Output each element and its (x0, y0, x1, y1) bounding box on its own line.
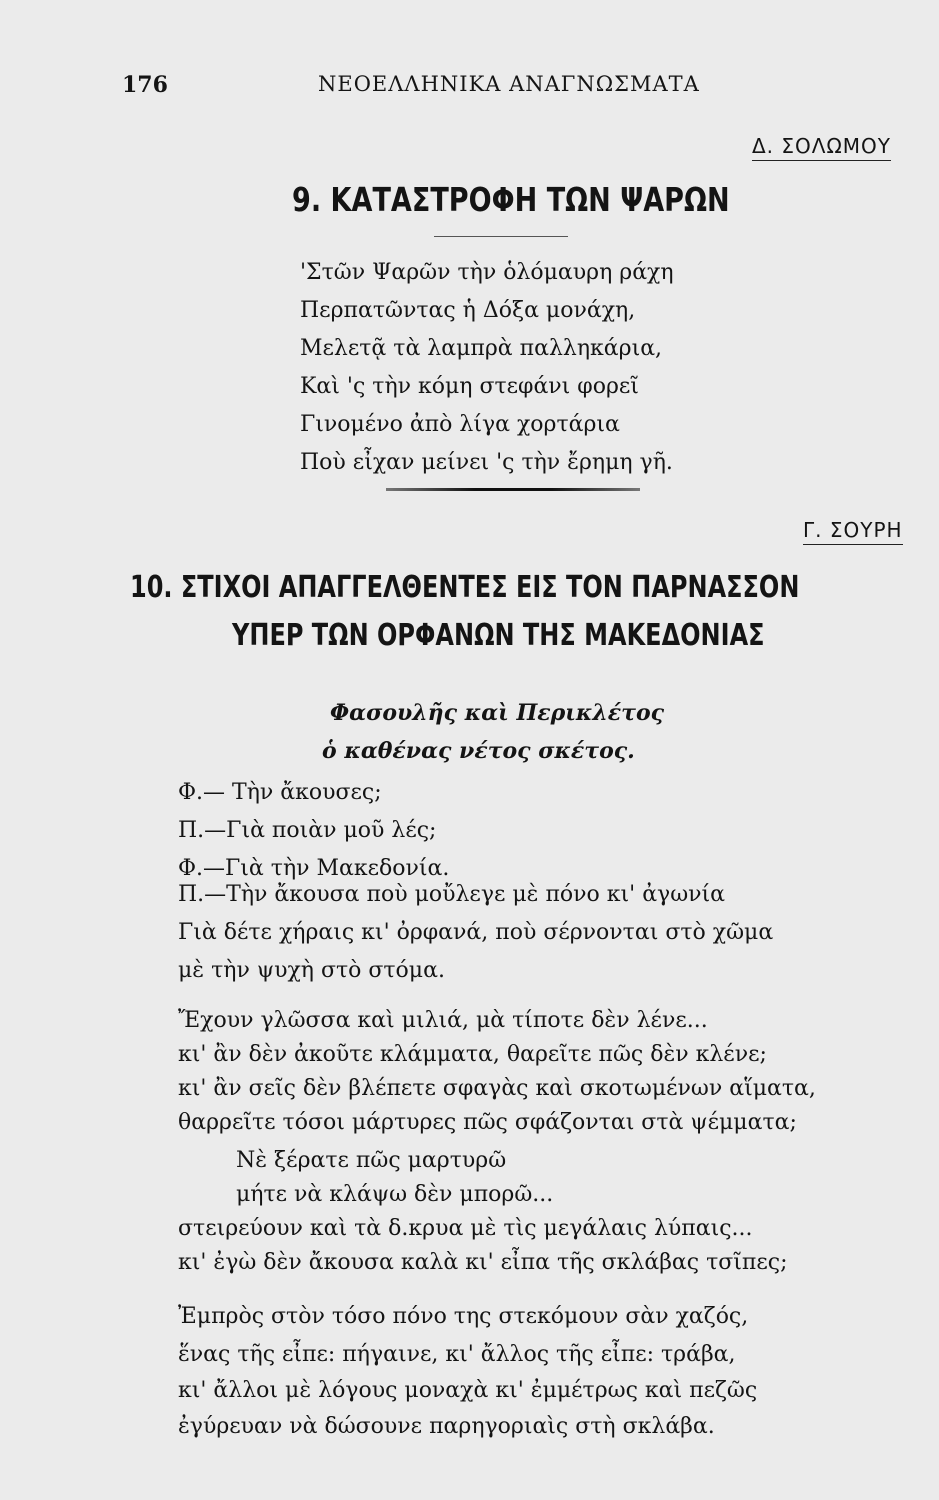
page-number: 176 (122, 72, 168, 98)
verse-line: Νὲ ξέρατε πῶς μαρτυρῶ (236, 1148, 507, 1173)
verse-line: Φ.— Τὴν ἄκουσες; (178, 780, 382, 805)
title-divider (434, 236, 568, 237)
verse-line: κι' ἂν δὲν ἀκοῦτε κλάμματα, θαρεῖτε πῶς δὲν κλένε; (178, 1042, 767, 1067)
verse-line: Ἔχουν γλῶσσα καὶ μιλιά, μὰ τίποτε δὲν λένε... (178, 1008, 708, 1033)
verse-line: Καὶ 'ς τὴν κόμη στεφάνι φορεῖ (300, 374, 639, 399)
verse-line: μήτε νὰ κλάψω δὲν μπορῶ... (236, 1182, 554, 1207)
verse-line: Γιὰ δέτε χήραις κι' ὀρφανά, ποὺ σέρνονται στὸ χῶμα (178, 920, 774, 945)
verse-line: κι' ἂν σεῖς δὲν βλέπετε σφαγὰς καὶ σκοτωμένων αἵματα, (178, 1076, 816, 1101)
verse-line: μὲ τὴν ψυχὴ στὸ στόμα. (178, 958, 445, 983)
poem-title-10-line2: ΥΠΕΡ ΤΩΝ ΟΡΦΑΝΩΝ ΤΗΣ ΜΑΚΕΔΟΝΙΑΣ (232, 618, 765, 653)
poem-subtitle: ὁ καθένας νέτος σκέτος. (322, 738, 635, 764)
verse-line: Μελετᾷ τὰ λαμπρὰ παλληκάρια, (300, 336, 663, 361)
poem-title-9: 9. ΚΑΤΑΣΤΡΟΦΗ ΤΩΝ ΨΑΡΩΝ (292, 180, 730, 219)
verse-line: ἐγύρευαν νὰ δώσουνε παρηγοριαὶς στὴ σκλάβα. (178, 1414, 715, 1439)
author-solomos: Δ. ΣΟΛΩΜΟΥ (752, 134, 891, 161)
verse-line: Φ.—Γιὰ τὴν Μακεδονία. (178, 856, 450, 881)
verse-line: Ἐμπρὸς στὸν τόσο πόνο της στεκόμουν σὰν χαζός, (178, 1304, 749, 1329)
poem-title-10: 10. ΣΤΙΧΟΙ ΑΠΑΓΓΕΛΘΕΝΤΕΣ ΕΙΣ ΤΟΝ ΠΑΡΝΑΣΣΟΝ (130, 570, 800, 605)
verse-line: 'Στῶν Ψαρῶν τὴν ὁλόμαυρη ράχη (300, 260, 674, 285)
verse-line: θαρρεῖτε τόσοι μάρτυρες πῶς σφάζονται στὰ ψέμματα; (178, 1110, 797, 1135)
verse-line: κι' ἐγὼ δὲν ἄκουσα καλὰ κι' εἶπα τῆς σκλάβας τσῖπες; (178, 1250, 788, 1275)
verse-line: ἕνας τῆς εἶπε: πήγαινε, κι' ἄλλος τῆς εἶπε: τράβα, (178, 1342, 736, 1367)
author-souris: Γ. ΣΟΥΡΗ (803, 518, 903, 545)
verse-line: κι' ἄλλοι μὲ λόγους μοναχὰ κι' ἐμμέτρως καὶ πεζῶς (178, 1378, 758, 1403)
verse-line: Περπατῶντας ἡ Δόξα μονάχη, (300, 298, 636, 323)
verse-line: Π.—Τὴν ἄκουσα ποὺ μοὔλεγε μὲ πόνο κι' ἀγωνία (178, 882, 725, 907)
verse-line: στειρεύουν καὶ τὰ δ.κρυα μὲ τὶς μεγάλαις λύπαις... (178, 1216, 753, 1241)
verse-line: Π.—Γιὰ ποιὰν μοῦ λές; (178, 818, 437, 843)
section-divider (386, 488, 640, 491)
verse-line: Ποὺ εἶχαν μείνει 'ς τὴν ἔρημη γῆ. (300, 450, 673, 475)
poem-subtitle: Φασουλῆς καὶ Περικλέτος (330, 700, 665, 726)
verse-line: Γινομένο ἀπὸ λίγα χορτάρια (300, 412, 620, 437)
running-title: ΝΕΟΕΛΛΗΝΙΚΑ ΑΝΑΓΝΩΣΜΑΤΑ (318, 72, 700, 96)
